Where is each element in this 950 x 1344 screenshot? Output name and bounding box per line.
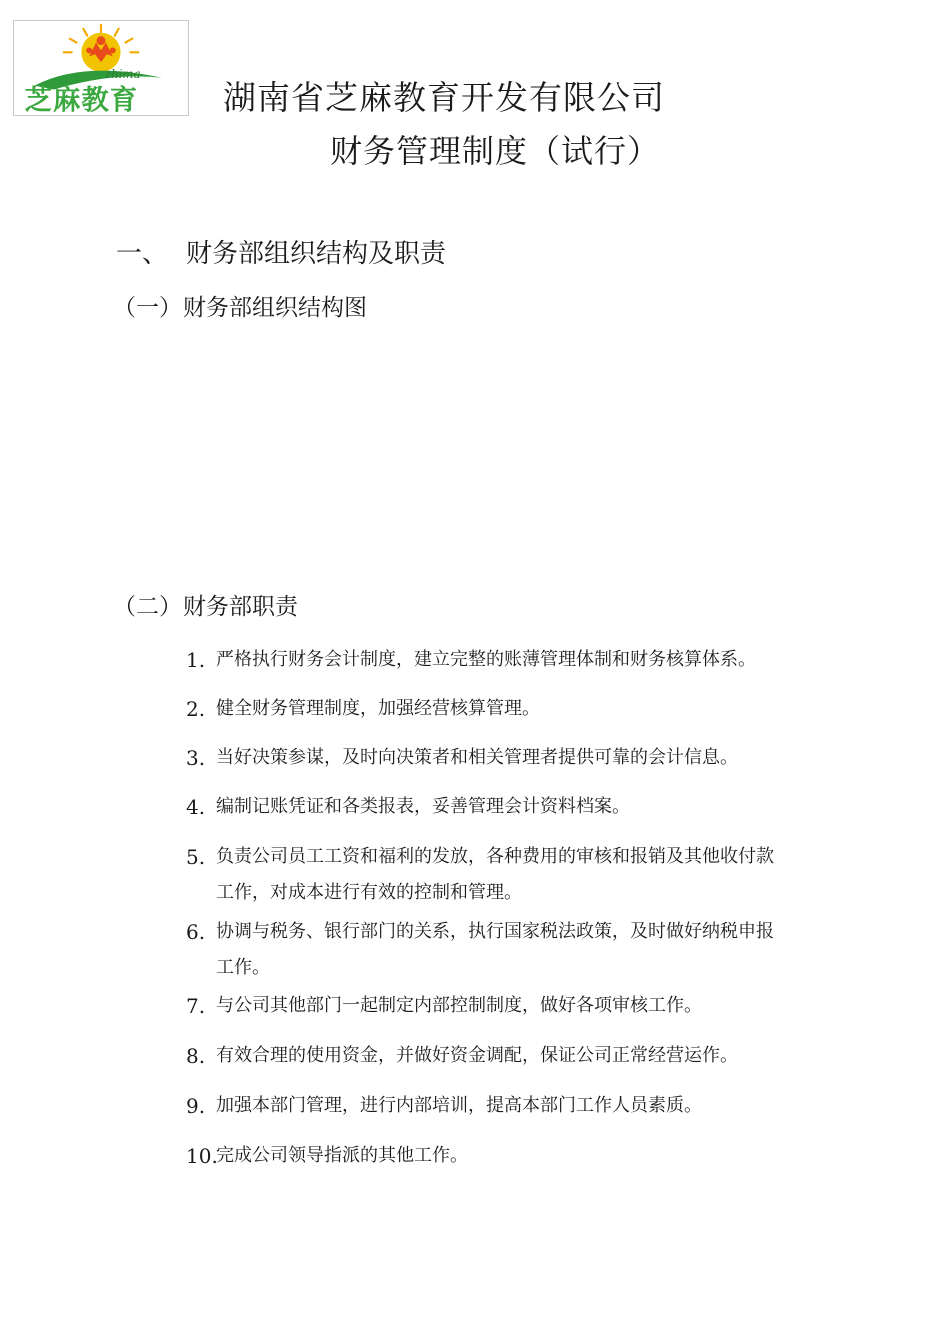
company-name: 湖南省芝麻教育开发有限公司 <box>223 78 665 117</box>
svg-text:zhima: zhima <box>104 66 141 81</box>
duty-text-continued: 工作。 <box>216 957 270 978</box>
subsection-number: （一） <box>113 295 182 321</box>
duty-number: 2. <box>186 697 206 721</box>
subsection-heading <box>113 289 367 322</box>
duty-number: 10. <box>186 1144 218 1168</box>
duty-item <box>186 1088 702 1126</box>
duty-number: 4. <box>186 795 206 819</box>
duty-item <box>186 1138 468 1176</box>
duty-item <box>186 789 630 827</box>
duty-item <box>186 691 540 729</box>
duty-item <box>186 642 756 680</box>
duty-text: 完成公司领导指派的其他工作。 <box>216 1145 468 1166</box>
duty-text-continued: 工作，对成本进行有效的控制和管理。 <box>216 882 522 903</box>
duty-item <box>186 988 702 1026</box>
subsection-title: 财务部组织结构图 <box>183 295 367 321</box>
duty-number: 8. <box>186 1044 206 1068</box>
duty-number: 9. <box>186 1094 206 1118</box>
subsection-number: （二） <box>113 594 182 620</box>
subsection-title: 财务部职责 <box>183 594 298 620</box>
duty-item <box>186 914 774 978</box>
duty-text: 严格执行财务会计制度，建立完整的账薄管理体制和财务核算体系。 <box>216 649 756 670</box>
duty-number: 7. <box>186 994 206 1018</box>
svg-text:芝麻教育: 芝麻教育 <box>24 85 139 115</box>
duty-text: 协调与税务、银行部门的关系，执行国家税法政策，及时做好纳税申报 <box>216 921 774 942</box>
duty-text: 健全财务管理制度，加强经营核算管理。 <box>216 698 540 719</box>
duty-text: 负责公司员工工资和福利的发放，各种费用的审核和报销及其他收付款 <box>216 846 774 867</box>
subsection-heading <box>113 588 298 621</box>
duty-item <box>186 1038 738 1076</box>
duty-text: 与公司其他部门一起制定内部控制制度，做好各项审核工作。 <box>216 995 702 1016</box>
section-title: 财务部组织结构及职责 <box>186 239 447 269</box>
section-heading <box>116 233 446 270</box>
duty-text: 有效合理的使用资金，并做好资金调配，保证公司正常经营运作。 <box>216 1045 738 1066</box>
duty-text: 当好决策参谋，及时向决策者和相关管理者提供可靠的会计信息。 <box>216 747 738 768</box>
duty-number: 5. <box>186 845 206 869</box>
duty-item <box>186 839 774 903</box>
duty-text: 编制记账凭证和各类报表，妥善管理会计资料档案。 <box>216 796 630 817</box>
section-number: 一、 <box>116 239 169 269</box>
duty-number: 1. <box>186 648 206 672</box>
duty-text: 加强本部门管理，进行内部培训，提高本部门工作人员素质。 <box>216 1095 702 1116</box>
document-title: 财务管理制度（试行） <box>329 132 660 170</box>
duty-number: 6. <box>186 920 206 944</box>
duty-number: 3. <box>186 746 206 770</box>
duty-item <box>186 740 738 778</box>
